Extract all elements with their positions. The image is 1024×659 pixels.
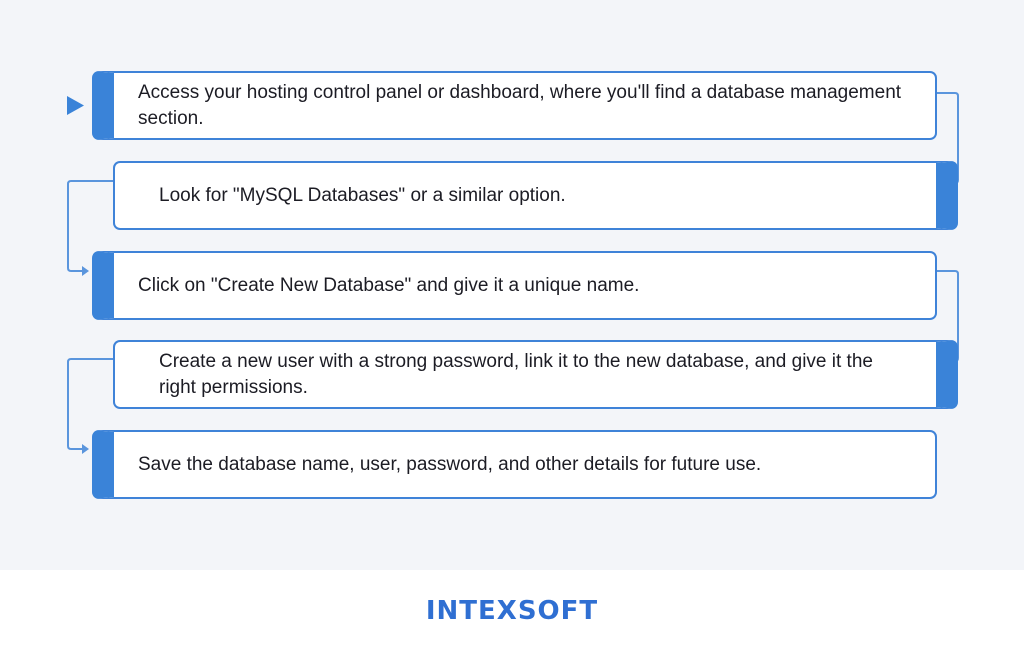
step-3-box (92, 251, 937, 320)
step-5-box (92, 430, 937, 499)
arrowhead-2-3 (82, 266, 89, 276)
start-arrow-icon (67, 96, 84, 115)
step-2-text: Look for "MySQL Databases" or a similar option. (159, 184, 566, 206)
step-4-box (113, 340, 958, 409)
brand-logo: INTEXSOFT (425, 596, 599, 626)
step-2-box (113, 161, 958, 230)
step-1-text: Access your hosting control panel or dashboard, where you'll find a database management section. (138, 81, 902, 129)
step-3-text: Click on "Create New Database" and give it a unique name. (138, 274, 640, 296)
arrowhead-4-5 (82, 444, 89, 454)
step-4-text: Create a new user with a strong password, link it to the new database, and give it the right permissions. (159, 350, 873, 398)
step-5-text: Save the database name, user, password, and other details for future use. (138, 453, 762, 475)
step-1-box (92, 71, 937, 140)
